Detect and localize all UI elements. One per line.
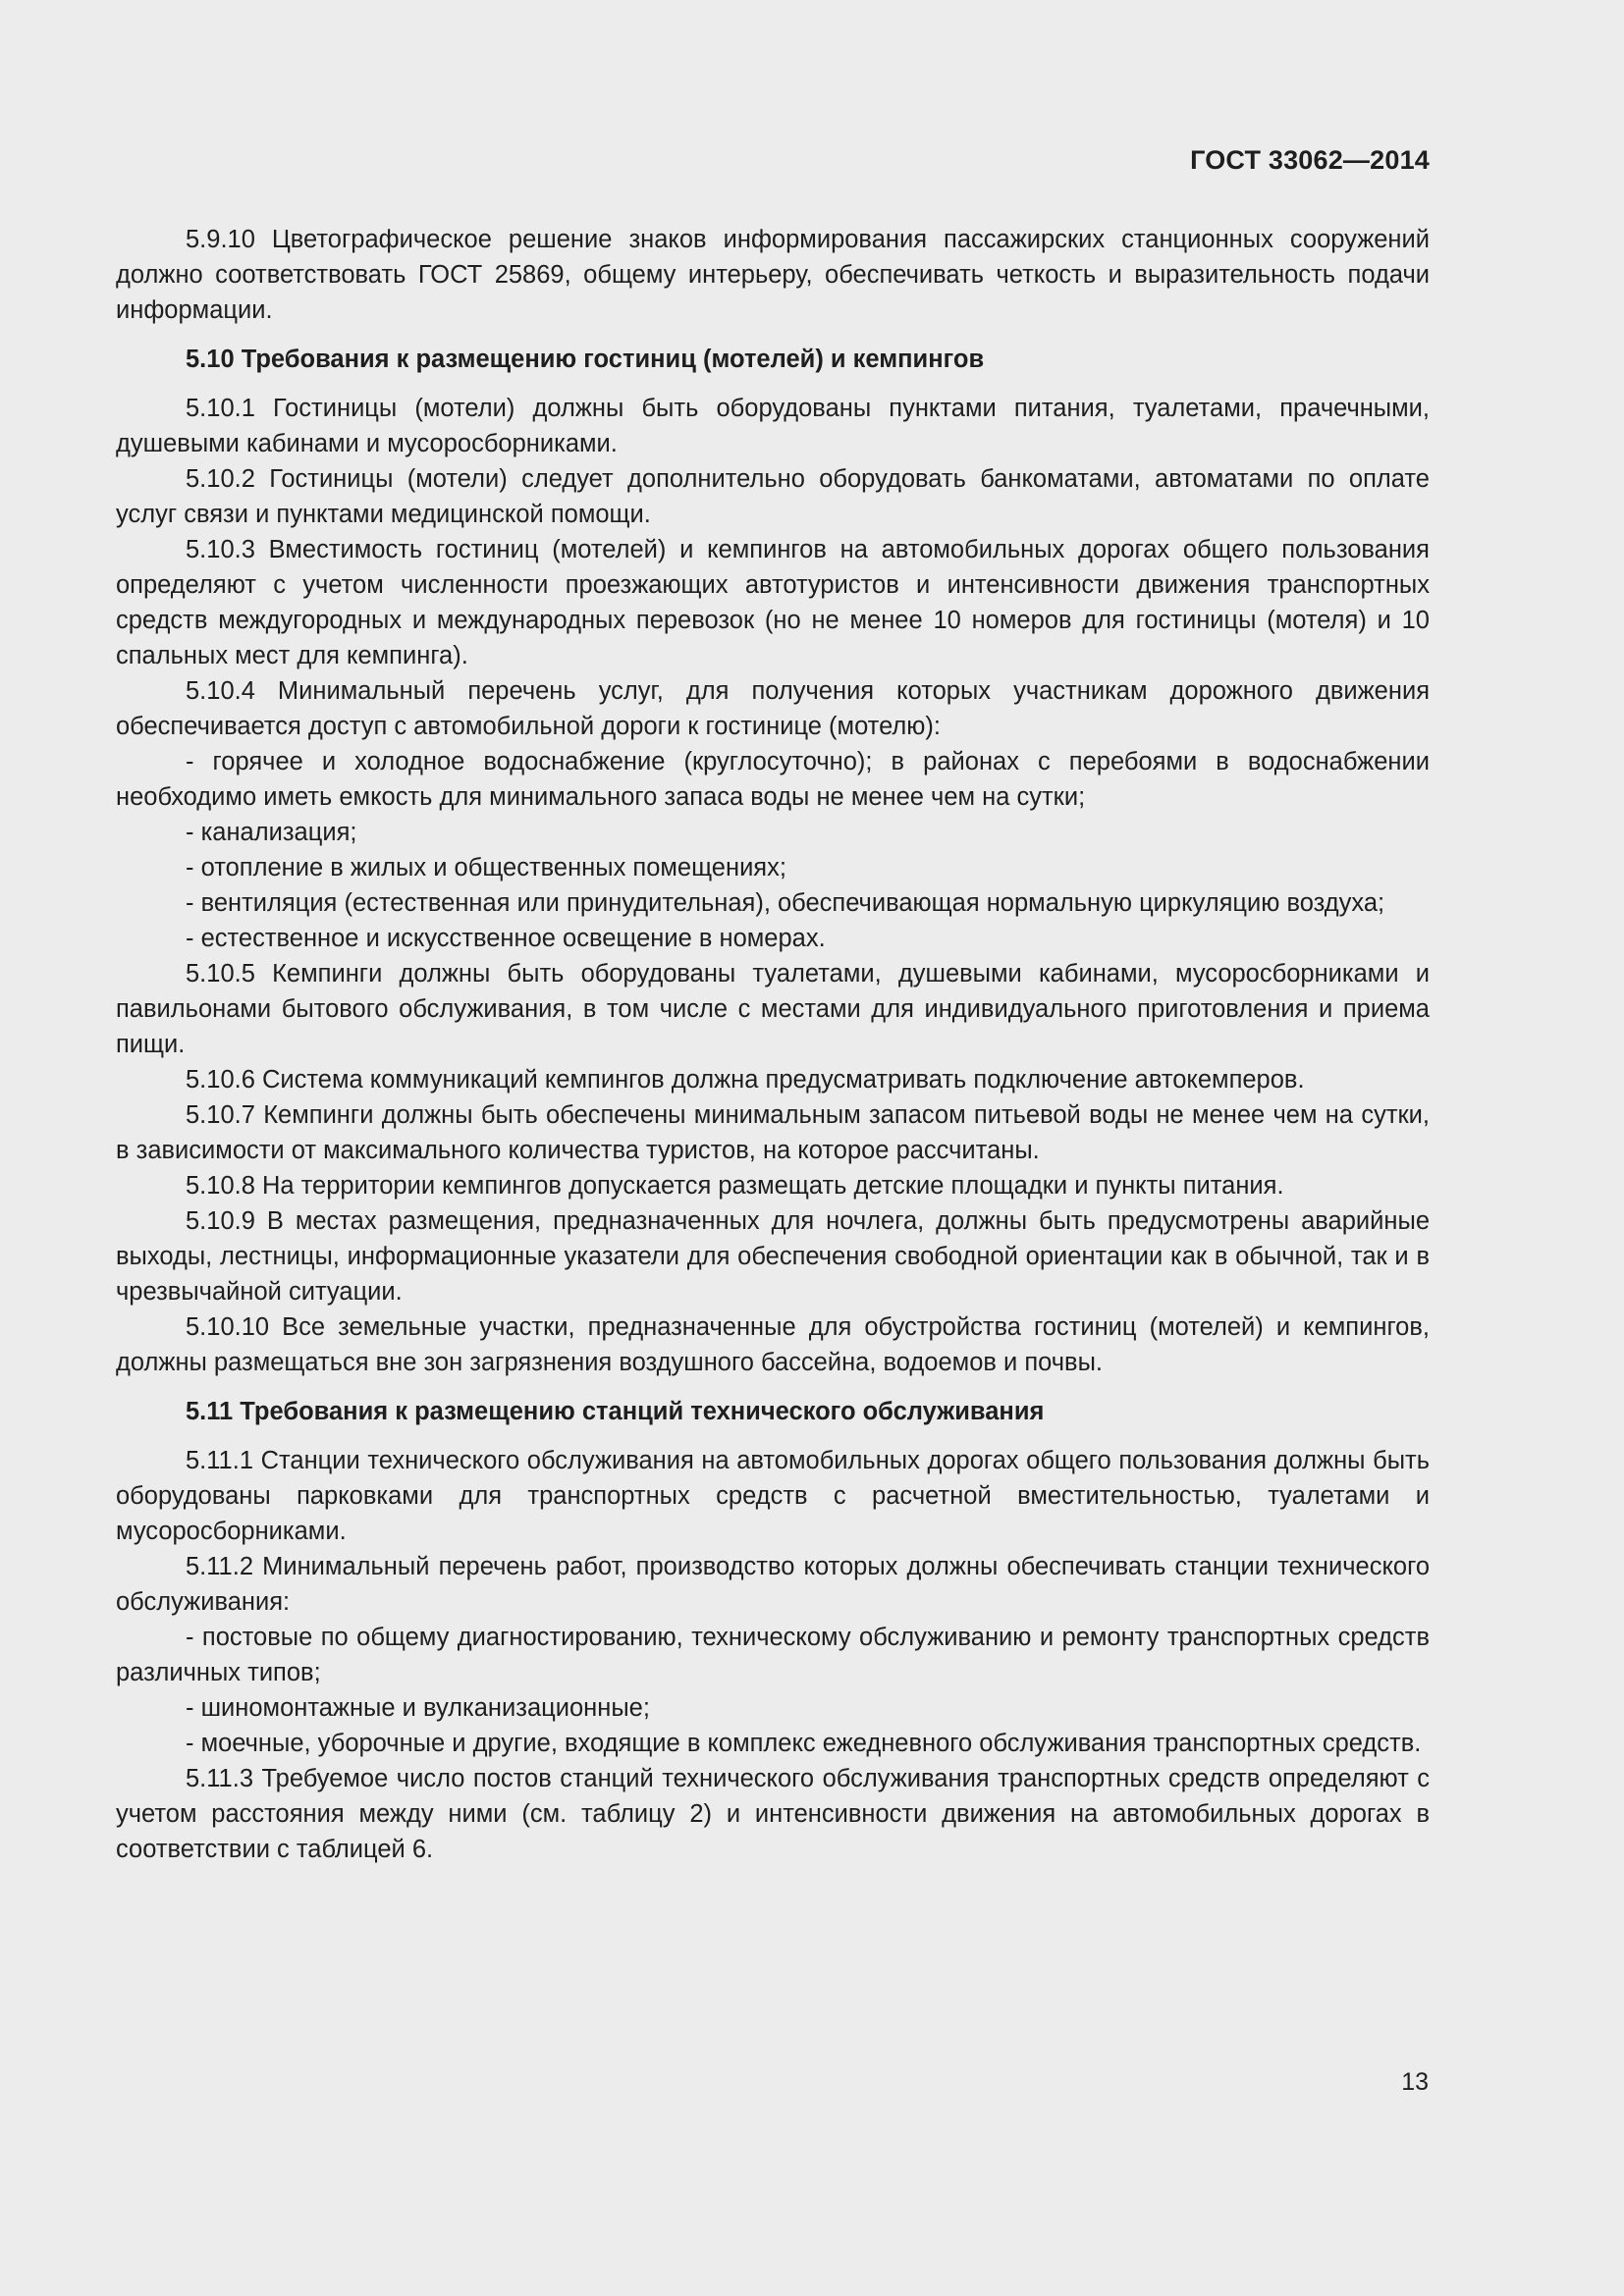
paragraph: 5.10.7 Кемпинги должны быть обеспечены минимальным запасом питьевой воды не менее чем на сутки, в зависимости от максимального количества туристов, на которое рассчитаны. [116, 1101, 1430, 1164]
section-heading: 5.11 Требования к размещению станций технического обслуживания [186, 1398, 1045, 1425]
paragraph: - моечные, уборочные и другие, входящие в комплекс ежедневного обслуживания транспортных средств. [186, 1730, 1422, 1757]
paragraph: 5.10.9 В местах размещения, предназначенных для ночлега, должны быть предусмотрены аварийные выходы, лестницы, информационные указатели для обеспечения свободной ориентации как в обычной, так и в чрезвычайной ситуации. [116, 1207, 1430, 1306]
paragraph: 5.10.8 На территории кемпингов допускается размещать детские площадки и пункты питания. [186, 1172, 1284, 1200]
paragraph: 5.10.3 Вместимость гостиниц (мотелей) и кемпингов на автомобильных дорогах общего пользования определяют с учетом численности проезжающих автотуристов и интенсивности движения транспортных средств междугородных и международных перевозок (но не менее 10 номеров для гостиницы (мотеля) и 10 спальных мест для кемпинга). [116, 536, 1430, 669]
document-code-header: ГОСТ 33062—2014 [1190, 145, 1430, 175]
paragraph: 5.11.1 Станции технического обслуживания на автомобильных дорогах общего пользования должны быть оборудованы парковками для транспортных средств с расчетной вместительностью, туалетами и мусоросборниками. [116, 1447, 1430, 1545]
paragraph: 5.9.10 Цветографическое решение знаков информирования пассажирских станционных сооружений должно соответствовать ГОСТ 25869, общему интерьеру, обеспечивать четкость и выразительность подачи информации. [116, 226, 1430, 324]
paragraph: - шиномонтажные и вулканизационные; [186, 1694, 650, 1722]
paragraph: 5.10.5 Кемпинги должны быть оборудованы туалетами, душевыми кабинами, мусоросборниками и павильонами бытового обслуживания, в том числе с местами для индивидуального приготовления и приема пищи. [116, 960, 1430, 1058]
paragraph: - горячее и холодное водоснабжение (круглосуточно); в районах с перебоями в водоснабжении необходимо иметь емкость для минимального запаса воды не менее чем на сутки; [116, 748, 1430, 811]
paragraph: 5.10.2 Гостиницы (мотели) следует дополнительно оборудовать банкоматами, автоматами по оплате услуг связи и пунктами медицинской помощи. [116, 465, 1430, 528]
section-heading: 5.10 Требования к размещению гостиниц (мотелей) и кемпингов [186, 346, 985, 373]
paragraph: - канализация; [186, 819, 357, 846]
paragraph: 5.10.10 Все земельные участки, предназначенные для обустройства гостиниц (мотелей) и кемпингов, должны размещаться вне зон загрязнения воздушного бассейна, водоемов и почвы. [116, 1313, 1430, 1376]
paragraph: 5.10.1 Гостиницы (мотели) должны быть оборудованы пунктами питания, туалетами, прачечными, душевыми кабинами и мусоросборниками. [116, 395, 1430, 457]
paragraph: 5.11.2 Минимальный перечень работ, производство которых должны обеспечивать станции технического обслуживания: [116, 1553, 1430, 1616]
paragraph: - вентиляция (естественная или принудительная), обеспечивающая нормальную циркуляцию воздуха; [186, 889, 1385, 917]
paragraph: - отопление в жилых и общественных помещениях; [186, 854, 786, 881]
page-number: 13 [1401, 2068, 1429, 2096]
paragraph: 5.11.3 Требуемое число постов станций технического обслуживания транспортных средств определяют с учетом расстояния между ними (см. таблицу 2) и интенсивности движения на автомобильных дорогах в соответствии с таблицей 6. [116, 1765, 1430, 1863]
paragraph: 5.10.4 Минимальный перечень услуг, для получения которых участникам дорожного движения обеспечивается доступ с автомобильной дороги к гостинице (мотелю): [116, 677, 1430, 740]
paragraph: 5.10.6 Система коммуникаций кемпингов должна предусматривать подключение автокемперов. [186, 1066, 1305, 1094]
document-body [116, 222, 1430, 1867]
paragraph: - естественное и искусственное освещение в номерах. [186, 925, 826, 952]
paragraph: - постовые по общему диагностированию, техническому обслуживанию и ремонту транспортных средств различных типов; [116, 1624, 1430, 1686]
